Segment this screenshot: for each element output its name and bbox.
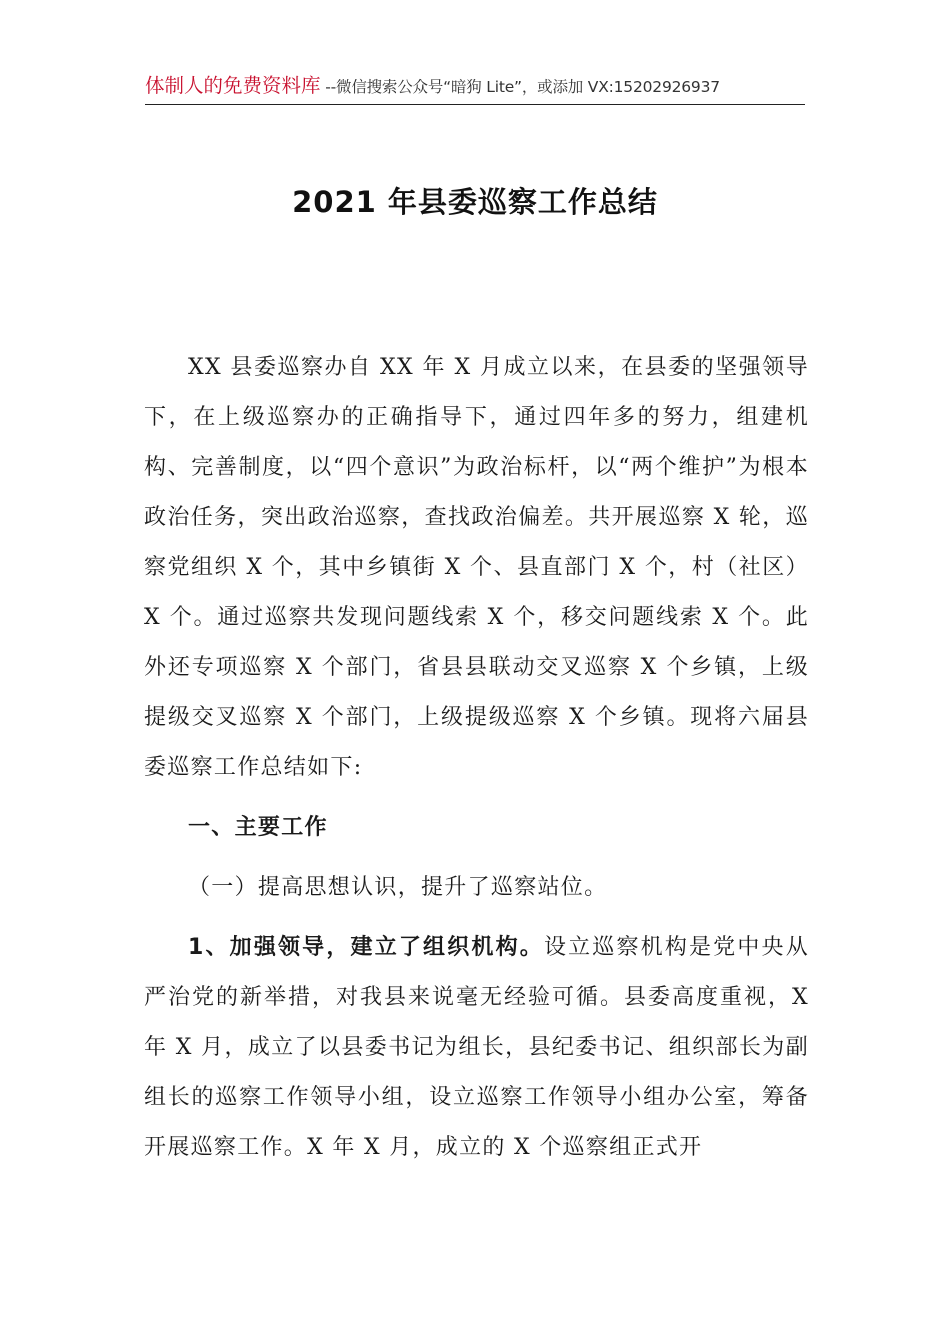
item-body: 设立巡察机构是党中央从严治党的新举措，对我县来说毫无经验可循。县委高度重视，X 年 X 月，成立了以县委书记为组长，县纪委书记、组织部长为副组长的巡察工作领导小组，设立巡察工作领导小组办公室，筹备开展巡察工作。X 年 X 月，成立的 X 个巡察组正式开: [144, 935, 809, 1160]
subsection-heading: （一）提高思想认识，提升了巡察站位。: [188, 875, 608, 900]
item-paragraph: [144, 923, 809, 1173]
header-brand: 体制人的免费资料库: [145, 74, 321, 97]
document-title: 2021 年县委巡察工作总结: [292, 185, 658, 219]
intro-paragraph: XX 县委巡察办自 XX 年 X 月成立以来，在县委的坚强领导下，在上级巡察办的正确指导下，通过四年多的努力，组建机构、完善制度，以“四个意识”为政治标杆，以“两个维护”为根本政治任务，突出政治巡察，查找政治偏差。共开展巡察 X 轮，巡察党组织 X 个，其中乡镇街 X 个、县直部门 X 个，村（社区）X 个。通过巡察共发现问题线索 X 个，移交问题线索 X 个。此外还专项巡察 X 个部门，省县县联动交叉巡察 X 个乡镇，上级提级交叉巡察 X 个部门，上级提级巡察 X 个乡镇。现将六届县委巡察工作总结如下:: [144, 355, 809, 780]
item-lead: 1、加强领导，建立了组织机构。: [188, 935, 544, 960]
page-header: [145, 70, 805, 105]
section-heading: 一、主要工作: [188, 815, 328, 840]
header-contact: --微信搜索公众号“暗狗 Lite”，或添加 VX:15202926937: [320, 78, 720, 96]
document-body: [144, 343, 809, 1173]
